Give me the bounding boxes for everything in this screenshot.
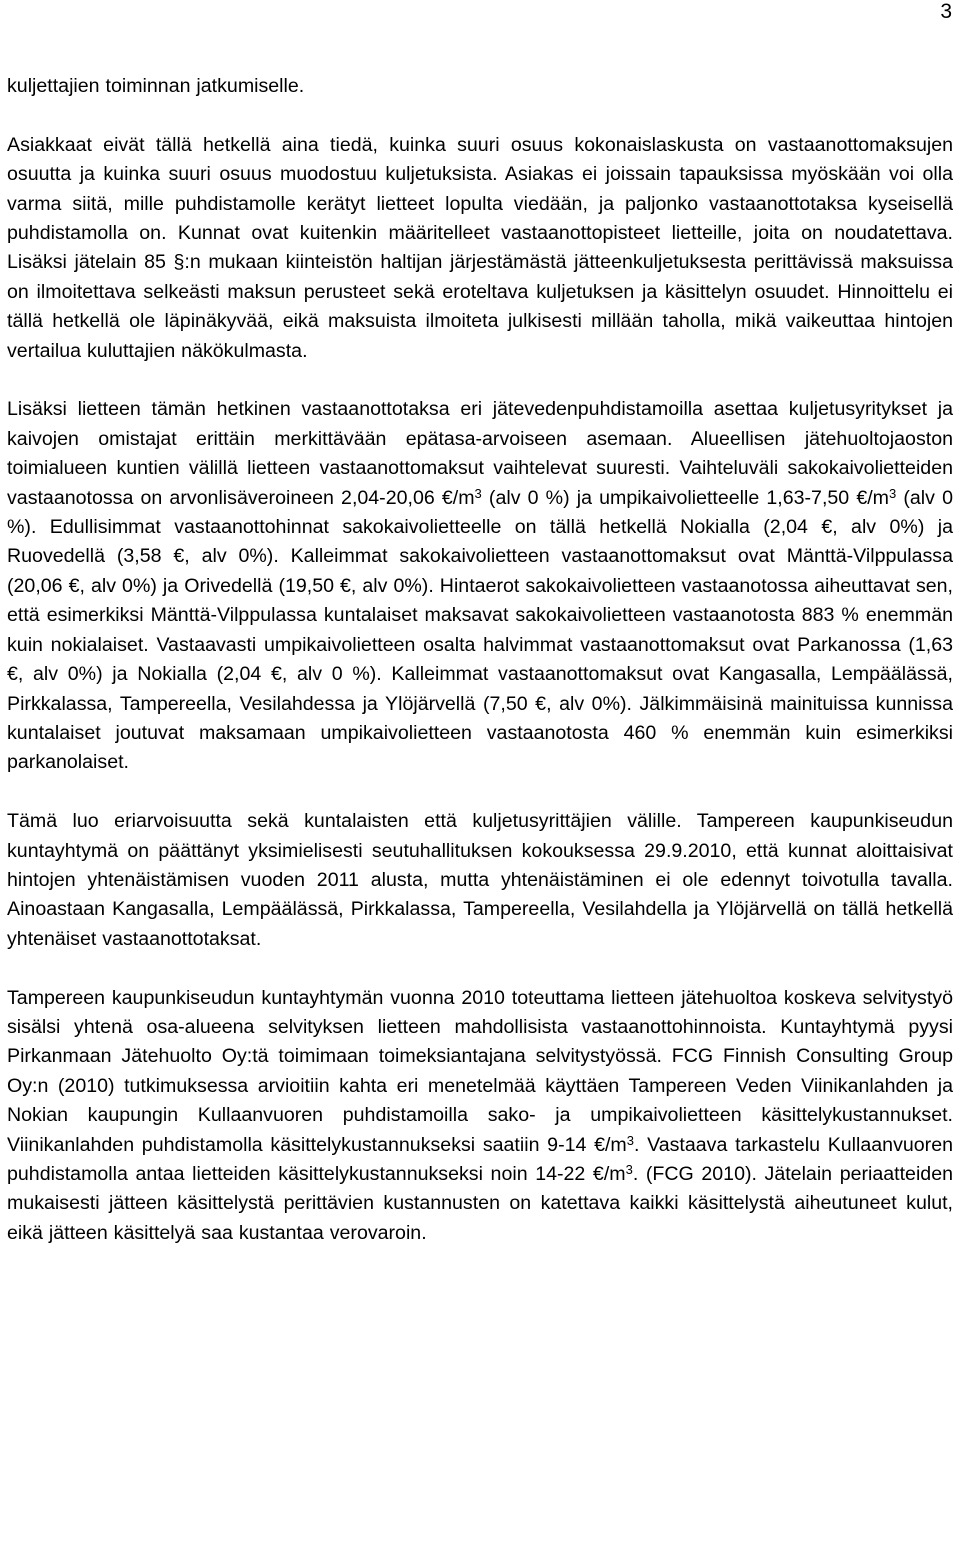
superscript-cubic: 3 (625, 1161, 633, 1177)
superscript-cubic: 3 (889, 485, 897, 501)
paragraph-3-text-part-1: Lisäksi lietteen tämän hetkinen vastaanottotaksa eri jätevedenpuhdistamoilla asettaa kuljetusyritykset ja kaivojen omistajat erittäin merkittävään epätasa-arvoiseen asemaan. Alueellisen jätehuoltojaoston toimialueen kuntien välillä lietteen vastaanottomaksut vaihtelevat suuresti. Vaihteluväli sakokaivolietteiden vastaanotossa on arvonlisäveroineen 2,04-20,06 €/m (7, 398, 953, 509)
page-number: 3 (940, 0, 952, 23)
document-body (7, 72, 953, 1248)
paragraph-3 (7, 395, 953, 777)
paragraph-5 (7, 984, 953, 1249)
paragraph-5-text-part-1: Tampereen kaupunkiseudun kuntayhtymän vuonna 2010 toteuttama lietteen jätehuoltoa koskeva selvitystyö sisälsi yhtenä osa-alueena selvityksen lietteen mahdollisista vastaanottohinnoista. Kuntayhtymä pyysi Pirkanmaan Jätehuolto Oy:tä toimimaan toimeksiantajana selvitystyössä. FCG Finnish Consulting Group Oy:n (2010) tutkimuksessa arvioitiin kahta eri menetelmää käyttäen Tampereen Veden Viinikanlahden ja Nokian kaupungin Kullaanvuoren puhdistamoilla sako- ja umpikaivolietteen käsittelykustannukset. Viinikanlahden puhdistamolla käsittelykustannukseksi saatiin 9-14 €/m (7, 986, 953, 1156)
paragraph-1: kuljettajien toiminnan jatkumiselle. (7, 75, 305, 97)
superscript-cubic: 3 (626, 1132, 634, 1148)
paragraph-5-text-part-2: . Vastaava tarkastelu Kullaanvuoren puhdistamolla antaa lietteiden käsittelykustannukseksi noin 14-22 €/m (7, 1133, 953, 1185)
paragraph-5-text-part-3: . (FCG 2010). Jätelain periaatteiden mukaisesti jätteen käsittelystä perittävien kustannusten on katettava kaikki käsittelystä aiheutuneet kulut, eikä jätteen käsittelyä saa kustantaa verovaroin. (7, 1162, 953, 1244)
paragraph-3-text-part-2: (alv 0 %) ja umpikaivolietteelle 1,63-7,50 €/m (481, 486, 889, 509)
paragraph-2: Asiakkaat eivät tällä hetkellä aina tiedä, kuinka suuri osuus kokonaislaskusta on vastaanottomaksujen osuutta ja kuinka suuri osuus muodostuu kuljetuksista. Asiakas ei joissain tapauksissa myöskään voi olla varma siitä, mille puhdistamolle kerätyt lietteet lopulta viedään, ja paljonko vastaanottotaksa kyseisellä puhdistamolla on. Kunnat ovat kuitenkin määritelleet vastaanottopisteet lietteille, joita on noudatettava. Lisäksi jätelain 85 §:n mukaan kiinteistön haltijan järjestämästä jätteenkuljetuksesta perittävissä maksuissa on ilmoitettava selkeästi maksun perusteet sekä eroteltava kuljetuksen ja käsittelyn osuudet. Hinnoittelu ei tällä hetkellä ole läpinäkyvää, eikä maksuista ilmoiteta julkisesti millään taholla, mikä vaikeuttaa hintojen vertailua kuluttajien näkökulmasta. (7, 133, 953, 362)
paragraph-4: Tämä luo eriarvoisuutta sekä kuntalaisten että kuljetusyrittäjien välille. Tampereen kaupunkiseudun kuntayhtymä on päättänyt yksimielisesti seutuhallituksen kokouksessa 29.9.2010, että kunnat aloittaisivat hintojen yhtenäistämisen vuoden 2011 alusta, mutta yhtenäistäminen ei ole edennyt toivotulla tavalla. Ainoastaan Kangasalla, Lempäälässä, Pirkkalassa, Tampereella, Vesilahdella ja Ylöjärvellä on tällä hetkellä yhtenäiset vastaanottotaksat. (7, 810, 953, 950)
superscript-cubic: 3 (474, 485, 482, 501)
paragraph-3-text-part-3: (alv 0 %). Edullisimmat vastaanottohinnat sakokaivolietteelle on tällä hetkellä Nokialla (2,04 €, alv 0%) ja Ruovedellä (3,58 €, alv 0%). Kalleimmat sakokaivolietteen vastaanottomaksut ovat Mänttä-Vilppulassa (20,06 €, alv 0%) ja Orivedellä (19,50 €, alv 0%). Hintaerot sakokaivolietteen vastaanotossa aiheuttavat sen, että esimerkiksi Mänttä-Vilppulassa kuntalaiset maksavat sakokaivolietteen vastaanotosta 883 % enemmän kuin nokialaiset. Vastaavasti umpikaivolietteen osalta halvimmat vastaanottomaksut ovat Parkanossa (1,63 €, alv 0%) ja Nokialla (2,04 €, alv 0 %). Kalleimmat vastaanottomaksut ovat Kangasalla, Lempäälässä, Pirkkalassa, Tampereella, Vesilahdessa ja Ylöjärvellä (7,50 €, alv 0%). Jälkimmäisinä mainituissa kunnissa kuntalaiset joutuvat maksamaan umpikaivolietteen vastaanotosta 460 % enemmän kuin esimerkiksi parkanolaiset. (7, 486, 953, 774)
